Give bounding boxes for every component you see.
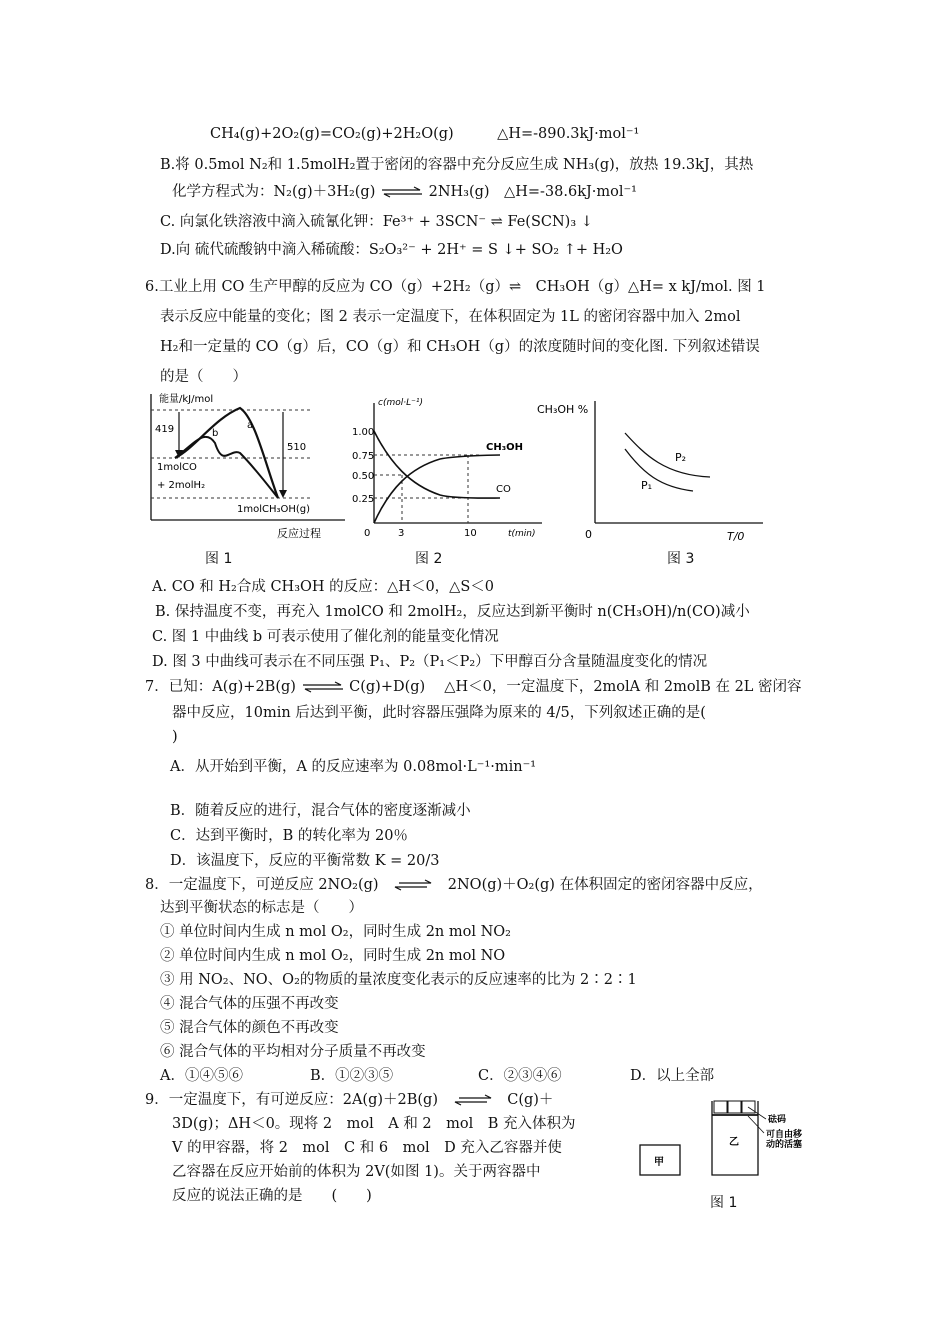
fig2-ytick-050: 0.50 xyxy=(352,471,375,482)
q8-opt-b: B．①②③⑤ xyxy=(310,1068,394,1084)
fig3-origin: 0 xyxy=(585,528,592,541)
q9-line1 xyxy=(145,1090,553,1110)
q8-item-1: ① 单位时间内生成 n mol O₂，同时生成 2n mol NO₂ xyxy=(160,924,511,940)
figure-1-caption: 图 1 xyxy=(205,551,233,567)
fig2-xtick-10: 10 xyxy=(464,528,477,539)
q8-item-6: ⑥ 混合气体的平均相对分子质量不再改变 xyxy=(160,1044,426,1060)
equilibrium-arrow-icon xyxy=(443,1094,503,1106)
fig2-ytick-100: 1.00 xyxy=(352,427,375,438)
fig1-product: 1molCH₃OH(g) xyxy=(237,504,311,515)
q6-opt-b: B. 保持温度不变，再充入 1molCO 和 2molH₂，反应达到新平衡时 n(CH₃OH)/n(CO)减小 xyxy=(155,604,750,620)
fig1-label-b: b xyxy=(212,428,219,439)
q9-eq-right: C(g)＋ xyxy=(507,1092,554,1108)
piston-pointer xyxy=(748,1116,764,1133)
container-yi-label: 乙 xyxy=(729,1137,739,1148)
q7-eq-right: C(g)+D(g) △H＜0，一定温度下，2molA 和 2molB 在 2L 密闭容 xyxy=(349,679,802,695)
q8-eq-left: 8．一定温度下，可逆反应 2NO₂(g) xyxy=(145,877,379,893)
piston-label-2: 动的活塞 xyxy=(766,1140,803,1150)
fig2-xtick-3: 3 xyxy=(398,528,405,539)
q7-stem-line1 xyxy=(145,677,802,697)
fig2-label-co: CO xyxy=(496,484,511,495)
figure-2-caption: 图 2 xyxy=(415,551,443,567)
q5-opt-b-eq-left: 化学方程式为：N₂(g)＋3H₂(g) xyxy=(172,184,376,200)
fig2-xlabel: t(min) xyxy=(508,529,536,539)
fig1-ylabel: 能量/kJ/mol xyxy=(159,394,214,405)
q6-opt-a: A. CO 和 H₂合成 CH₃OH 的反应：△H＜0，△S＜0 xyxy=(152,579,494,595)
q9-line4: 乙容器在反应开始前的体积为 2V(如图 1)。关于两容器中 xyxy=(172,1164,541,1180)
weight-label: 砝码 xyxy=(768,1115,787,1125)
fig2-series-co xyxy=(374,431,500,498)
figure-3-methanol-percent-chart xyxy=(535,395,770,545)
weight-2 xyxy=(728,1101,741,1113)
q8-item-5: ⑤ 混合气体的颜色不再改变 xyxy=(160,1020,339,1036)
q5-opt-b-eq-right: 2NH₃(g) △H=-38.6kJ·mol⁻¹ xyxy=(428,184,637,200)
fig2-ylabel: c(mol·L⁻¹) xyxy=(378,398,423,408)
fig3-label-p2: P₂ xyxy=(675,451,687,464)
fig1-label-510: 510 xyxy=(287,442,307,453)
q8-item-2: ② 单位时间内生成 n mol O₂，同时生成 2n mol NO xyxy=(160,948,506,964)
q6-stem-line1: 6.工业上用 CO 生产甲醇的反应为 CO（g）+2H₂（g）⇌ CH₃OH（g）△H= x kJ/mol. 图 1 xyxy=(145,279,766,295)
fig2-origin: 0 xyxy=(364,528,371,539)
figure-1-energy-diagram xyxy=(145,388,350,543)
q7-stem-line3: ) xyxy=(172,729,178,745)
equilibrium-arrow-icon xyxy=(383,879,443,891)
q5-opt-b-line2 xyxy=(172,182,637,202)
q8-opt-c: C．②③④⑥ xyxy=(478,1068,562,1084)
q7-opt-d: D．该温度下，反应的平衡常数 K = 20/3 xyxy=(170,853,440,869)
fig1-xlabel: 反应过程 xyxy=(277,527,321,540)
fig2-ytick-075: 0.75 xyxy=(352,451,375,462)
fig3-label-p1: P₁ xyxy=(641,479,653,492)
fig1-reactant-2: + 2molH₂ xyxy=(157,480,206,491)
q6-stem-line4: 的是（ ） xyxy=(160,369,247,385)
fig1-label-a: a xyxy=(247,420,254,431)
container-jia-label: 甲 xyxy=(654,1157,664,1168)
q7-eq-left: 7．已知：A(g)+2B(g) xyxy=(145,679,296,695)
q8-stem-line1 xyxy=(145,875,763,895)
q7-opt-b: B．随着反应的进行，混合气体的密度逐渐减小 xyxy=(170,803,471,819)
figure-3-caption: 图 3 xyxy=(667,551,695,567)
q5-opt-d: D.向 硫代硫酸钠中滴入稀硫酸：S₂O₃²⁻ + 2H⁺ = S ↓+ SO₂ ↑+ H₂O xyxy=(160,242,623,258)
q6-opt-c: C. 图 1 中曲线 b 可表示使用了催化剂的能量变化情况 xyxy=(152,629,499,645)
fig3-curve-p2 xyxy=(625,433,710,477)
fig2-ytick-025: 0.25 xyxy=(352,494,375,505)
equilibrium-arrow-icon xyxy=(301,681,345,693)
q8-eq-right: 2NO(g)＋O₂(g) 在体积固定的密闭容器中反应， xyxy=(447,877,763,893)
q5-eq-a: CH₄(g)+2O₂(g)=CO₂(g)+2H₂O(g) △H=-890.3kJ·mol⁻¹ xyxy=(210,126,640,142)
fig2-series-ch3oh xyxy=(374,455,500,523)
fig1-arrow-510-head xyxy=(279,490,287,498)
q5-opt-c: C. 向氯化铁溶液中滴入硫氰化钾：Fe³⁺ + 3SCN⁻ ⇌ Fe(SCN)₃ ↓ xyxy=(160,214,593,230)
fig2-label-ch3oh: CH₃OH xyxy=(486,442,523,453)
q8-stem-line2: 达到平衡状态的标志是（ ） xyxy=(160,900,363,916)
fig3-xlabel: T/0 xyxy=(727,530,745,543)
q9-figure-caption: 图 1 xyxy=(710,1195,738,1211)
fig1-reactant-1: 1molCO xyxy=(157,462,197,473)
q6-opt-d: D. 图 3 中曲线可表示在不同压强 P₁、P₂（P₁＜P₂）下甲醇百分含量随温度变化的情况 xyxy=(152,654,708,670)
q5-opt-b-line1: B.将 0.5mol N₂和 1.5molH₂置于密闭的容器中充分反应生成 NH₃(g)，放热 19.3kJ，其热 xyxy=(160,157,754,173)
q7-stem-line2: 器中反应，10min 后达到平衡，此时容器压强降为原来的 4/5，下列叙述正确的是( xyxy=(172,705,706,721)
q9-line5: 反应的说法正确的是 ( ) xyxy=(172,1188,372,1204)
figure-2-concentration-chart xyxy=(350,393,550,543)
q7-opt-c: C．达到平衡时，B 的转化率为 20％ xyxy=(170,828,408,844)
q9-line2: 3D(g)；ΔH＜0。现将 2 mol A 和 2 mol B 充入体积为 xyxy=(172,1116,576,1132)
fig1-label-419: 419 xyxy=(155,424,175,435)
q7-opt-a: A．从开始到平衡，A 的反应速率为 0.08mol·L⁻¹·min⁻¹ xyxy=(170,759,537,775)
equilibrium-arrow-icon xyxy=(380,186,424,198)
q6-stem-line2: 表示反应中能量的变化；图 2 表示一定温度下，在体积固定为 1L 的密闭容器中加入 2mol xyxy=(160,309,741,325)
q8-opt-d: D．以上全部 xyxy=(630,1068,715,1084)
q8-item-4: ④ 混合气体的压强不再改变 xyxy=(160,996,339,1012)
weight-1 xyxy=(714,1101,727,1113)
q8-opt-a: A．①④⑤⑥ xyxy=(160,1068,243,1084)
q8-item-3: ③ 用 NO₂、NO、O₂的物质的量浓度变化表示的反应速率的比为 2∶2∶1 xyxy=(160,972,637,988)
q6-stem-line3: H₂和一定量的 CO（g）后，CO（g）和 CH₃OH（g）的浓度随时间的变化图. 下列叙述错误 xyxy=(160,339,760,355)
q9-container-figure xyxy=(630,1095,830,1185)
q9-eq-left: 9．一定温度下，有可逆反应：2A(g)＋2B(g) xyxy=(145,1092,438,1108)
q9-line3: V 的甲容器，将 2 mol C 和 6 mol D 充入乙容器并使 xyxy=(172,1140,562,1156)
piston-label-1: 可自由移 xyxy=(766,1130,803,1140)
fig3-ylabel: CH₃OH % xyxy=(537,403,589,416)
